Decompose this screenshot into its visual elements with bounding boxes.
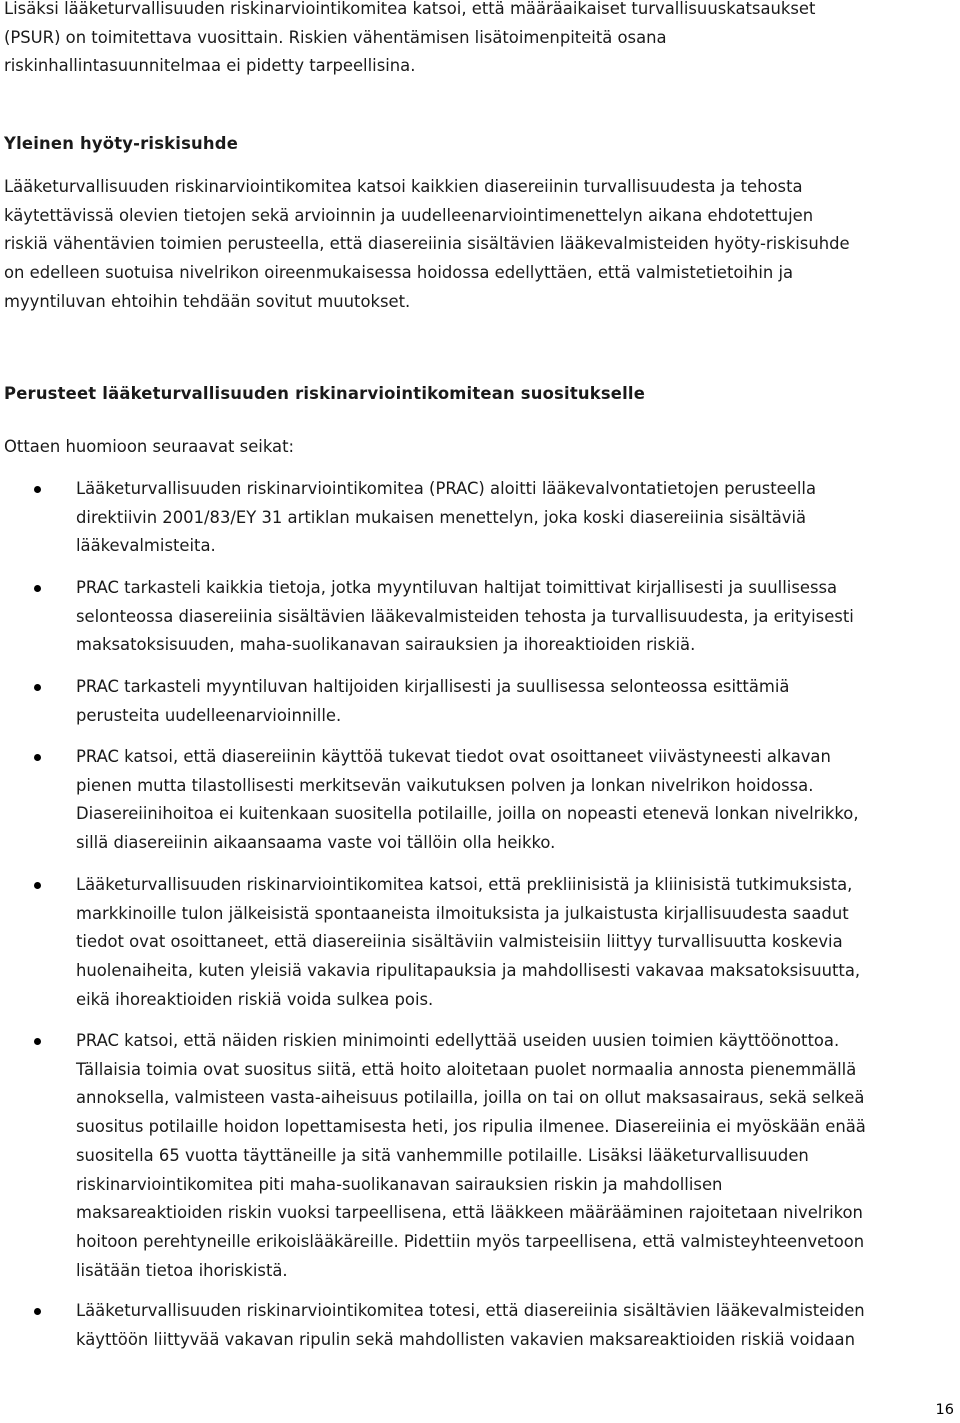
section-heading-grounds: Perusteet lääketurvallisuuden riskinarviointikomitean suositukselle bbox=[4, 384, 646, 403]
bullet-icon bbox=[34, 684, 41, 691]
list-item-text: Lääketurvallisuuden riskinarviointikomitea katsoi, että prekliinisistä ja kliinisistä tutkimuksista, markkinoille tulon jälkeisistä spontaaneista ilmoituksista ja julkaistusta kirjallisuudesta saadut tiedot ovat osoittaneet, että diasereiinia sisältäviin valmisteisiin liittyy turvallisuutta koskevia huolenaiheita, kuten yleisiä vakavia ripulitapauksia ja mahdollisesti vakavaa maksatoksisuutta, eikä ihoreaktioiden riskiä voida sulkea pois. bbox=[76, 875, 861, 1009]
list-item-text: PRAC katsoi, että diasereiinin käyttöä tukevat tiedot ovat osoittaneet viivästyneesti alkavan pienen mutta tilastollisesti merkitsevän vaikutuksen polven ja lonkan nivelrikon hoidossa. Diasereiinihoitoa ei kuitenkaan suositella potilaille, joilla on nopeasti etenevä lonkan nivelrikko, sillä diasereiinin aikaansaama vaste voi tällöin olla heikko. bbox=[76, 747, 859, 853]
bullet-icon bbox=[34, 754, 41, 761]
bullet-icon bbox=[34, 585, 41, 592]
list-item-text: PRAC tarkasteli kaikkia tietoja, jotka myyntiluvan haltijat toimittivat kirjallisesti ja suullisessa selonteossa diasereiinia sisältävien lääkevalmisteiden tehosta ja turvallisuudesta, ja erityisesti maksatoksisuuden, maha-suolikanavan sairauksien ja ihoreaktioiden riskiä. bbox=[76, 578, 854, 655]
bullet-icon bbox=[34, 1308, 41, 1315]
bullet-icon bbox=[34, 882, 41, 889]
list-item-text: Lääketurvallisuuden riskinarviointikomitea (PRAC) aloitti lääkevalvontatietojen perusteella direktiivin 2001/83/EY 31 artiklan mukaisen menettelyn, joka koski diasereiinia sisältäviä lääkevalmisteita. bbox=[76, 479, 816, 556]
list-item-text: PRAC tarkasteli myyntiluvan haltijoiden kirjallisesti ja suullisessa selonteossa esittämiä perusteita uudelleenarvioinnille. bbox=[76, 677, 790, 725]
list-item bbox=[4, 871, 960, 1015]
list-item bbox=[4, 673, 960, 730]
bullet-icon bbox=[34, 1038, 41, 1045]
bullet-icon bbox=[34, 486, 41, 493]
list-item bbox=[4, 743, 960, 858]
section-heading-benefit-risk: Yleinen hyöty-riskisuhde bbox=[4, 134, 239, 153]
benefit-risk-paragraph: Lääketurvallisuuden riskinarviointikomitea katsoi kaikkien diasereiinin turvallisuudesta ja tehosta käytettävissä olevien tietojen sekä arvioinnin ja uudelleenarviointimenettelyn aikana ehdotettujen riskiä vähentävien toimien perusteella, että diasereiinia sisältävien lääkevalmisteiden hyöty-riskisuhde on edelleen suotuisa nivelrikon oireenmukaisessa hoidossa edellyttäen, että valmistetietoihin ja myyntiluvan ehtoihin tehdään sovitut muutokset. bbox=[4, 177, 850, 311]
list-item bbox=[4, 1297, 960, 1354]
list-item-text: Lääketurvallisuuden riskinarviointikomitea totesi, että diasereiinia sisältävien lääkevalmisteiden käyttöön liittyvää vakavan ripulin sekä mahdollisten vakavien maksareaktioiden riskiä voidaan bbox=[76, 1301, 865, 1349]
list-item bbox=[4, 574, 960, 660]
list-item bbox=[4, 1027, 960, 1285]
grounds-lead-text: Ottaen huomioon seuraavat seikat: bbox=[4, 437, 295, 456]
intro-paragraph: Lisäksi lääketurvallisuuden riskinarviointikomitea katsoi, että määräaikaiset turvallisuuskatsaukset (PSUR) on toimitettava vuosittain. Riskien vähentämisen lisätoimenpiteitä osana riskinhallintasuunnitelmaa ei pidetty tarpeellisina. bbox=[4, 0, 816, 76]
list-item bbox=[4, 475, 960, 561]
list-item-text: PRAC katsoi, että näiden riskien minimointi edellyttää useiden uusien toimien käyttöönottoa. Tällaisia toimia ovat suositus siitä, että hoito aloitetaan puolet normaalia annosta pienemmällä annoksella, valmisteen vasta-aiheisuus potilailla, joilla on tai on ollut maksasairaus, sekä selkeä suositus potilaille hoidon lopettamisesta heti, jos ripulia ilmenee. Diasereiinia ei myöskään enää suositella 65 vuotta täyttäneille ja sitä vanhemmille potilaille. Lisäksi lääketurvallisuuden riskinarviointikomitea piti maha-suolikanavan sairauksien riskin ja mahdollisen maksareaktioiden riskin vuoksi tarpeellisena, että lääkkeen määrääminen rajoitetaan nivelrikon hoitoon perehtyneille erikoislääkäreille. Pidettiin myös tarpeellisena, että valmisteyhteenvetoon lisätään tietoa ihoriskistä. bbox=[76, 1031, 866, 1280]
page-number: 16 bbox=[935, 1402, 954, 1418]
